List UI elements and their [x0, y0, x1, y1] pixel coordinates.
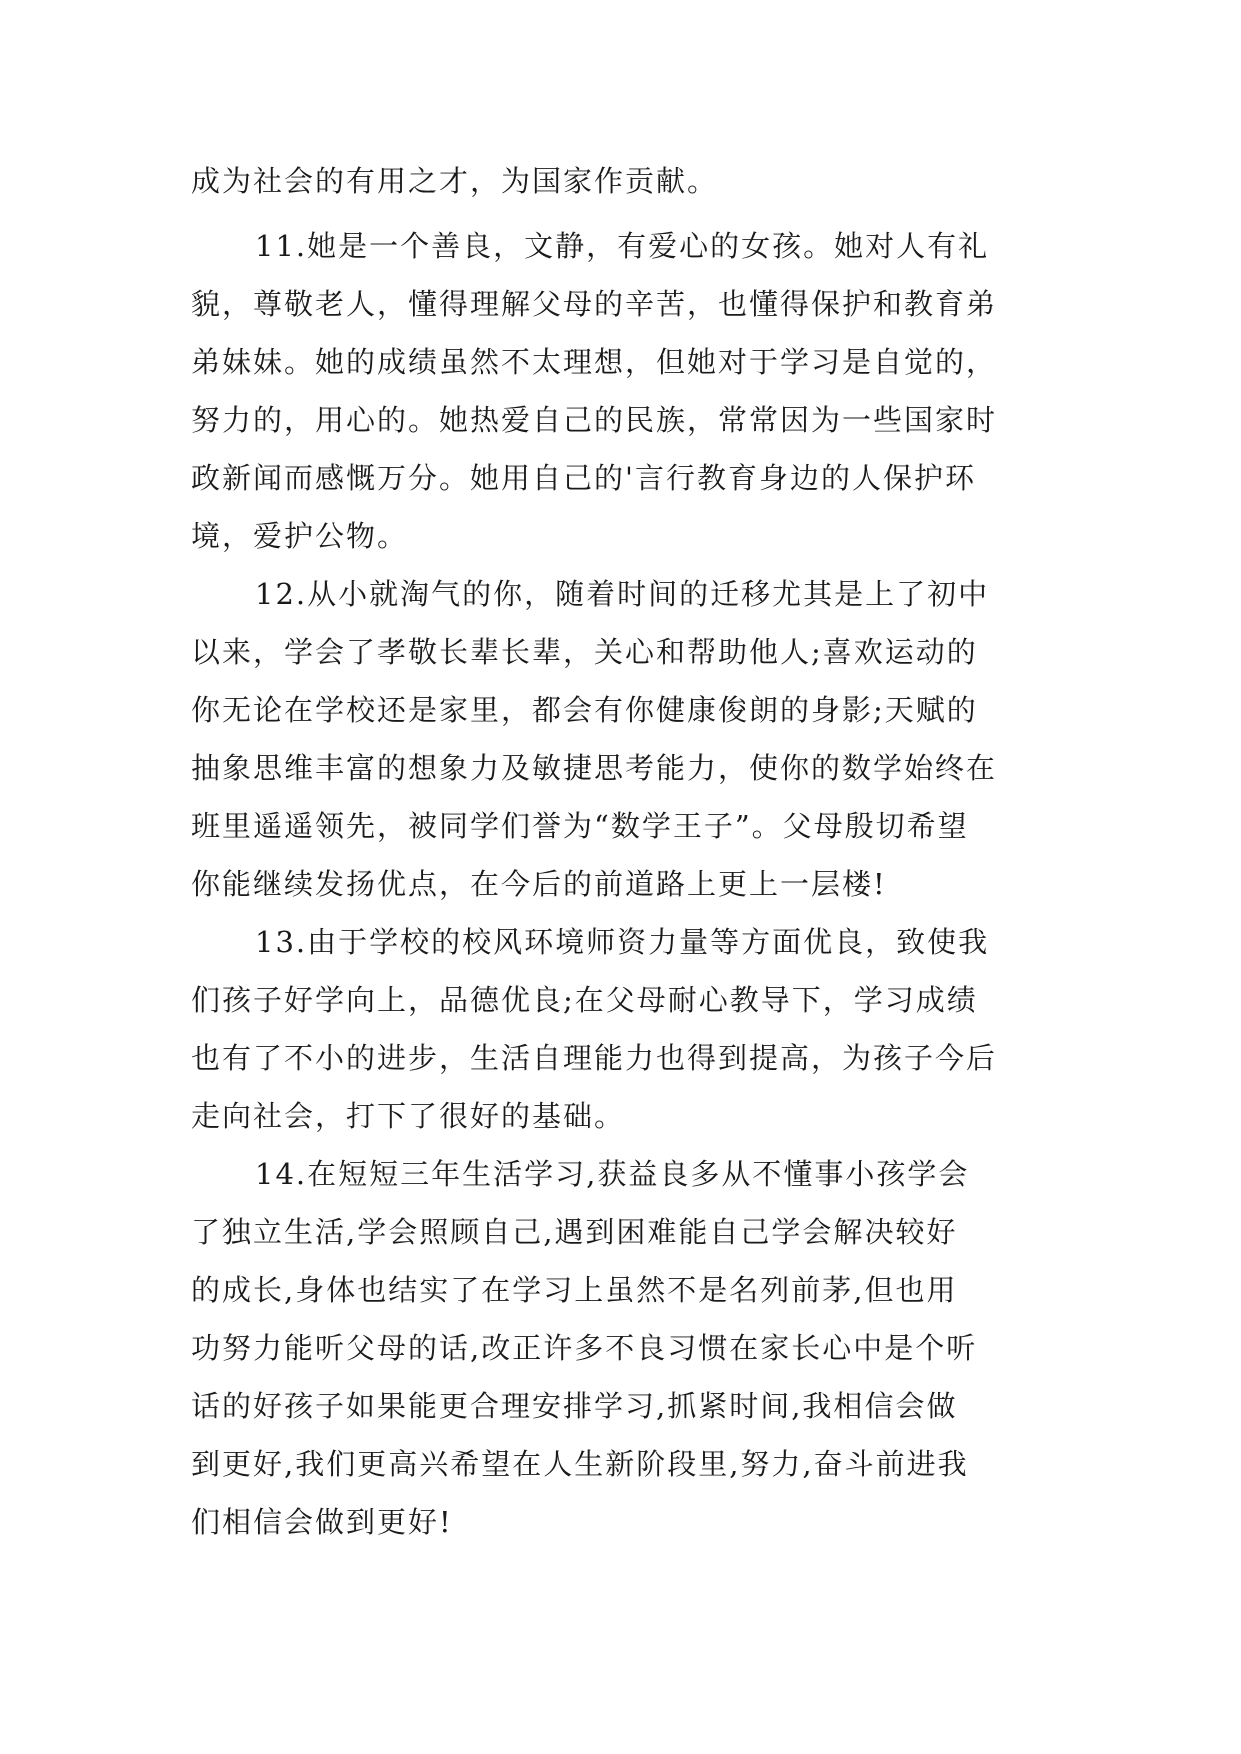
text-line: 政新闻而感慨万分。她用自己的'言行教育身边的人保护环 — [191, 461, 976, 495]
text-line: 也有了不小的进步，生活自理能力也得到提高，为孩子今后 — [191, 1041, 998, 1075]
text-line: 境，爱护公物。 — [191, 519, 409, 553]
text-line: 班里遥遥领先，被同学们誉为“数学王子”。父母殷切希望 — [191, 809, 969, 843]
text-line: 12.从小就淘气的你，随着时间的迁移尤其是上了初中 — [255, 577, 990, 611]
text-line: 貌，尊敬老人，懂得理解父母的辛苦，也懂得保护和教育弟 — [191, 287, 998, 321]
text-line: 们孩子好学向上，品德优良;在父母耐心教导下，学习成绩 — [191, 983, 978, 1017]
text-line: 了独立生活,学会照顾自己,遇到困难能自己学会解决较好 — [191, 1215, 958, 1249]
text-line: 话的好孩子如果能更合理安排学习,抓紧时间,我相信会做 — [191, 1389, 958, 1423]
text-line: 到更好,我们更高兴希望在人生新阶段里,努力,奋斗前进我 — [191, 1447, 969, 1481]
text-line: 你能继续发扬优点，在今后的前道路上更上一层楼! — [191, 867, 887, 901]
text-line: 的成长,身体也结实了在学习上虽然不是名列前茅,但也用 — [191, 1273, 958, 1307]
text-line: 你无论在学校还是家里，都会有你健康俊朗的身影;天赋的 — [191, 693, 978, 727]
text-line: 走向社会，打下了很好的基础。 — [191, 1099, 626, 1133]
text-line: 弟妹妹。她的成绩虽然不太理想，但她对于学习是自觉的， — [191, 345, 998, 379]
text-line: 们相信会做到更好! — [191, 1505, 453, 1539]
text-line: 14.在短短三年生活学习,获益良多从不懂事小孩学会 — [255, 1157, 970, 1191]
text-line: 13.由于学校的校风环境师资力量等方面优良，致使我 — [255, 925, 990, 959]
text-line: 11.她是一个善良，文静，有爱心的女孩。她对人有礼 — [255, 229, 990, 263]
text-line: 抽象思维丰富的想象力及敏捷思考能力，使你的数学始终在 — [191, 751, 998, 785]
text-line: 成为社会的有用之才，为国家作贡献。 — [191, 164, 719, 198]
text-line: 功努力能听父母的话,改正许多不良习惯在家长心中是个听 — [191, 1331, 978, 1365]
text-line: 以来，学会了孝敬长辈长辈，关心和帮助他人;喜欢运动的 — [191, 635, 978, 669]
text-line: 努力的，用心的。她热爱自己的民族，常常因为一些国家时 — [191, 403, 998, 437]
